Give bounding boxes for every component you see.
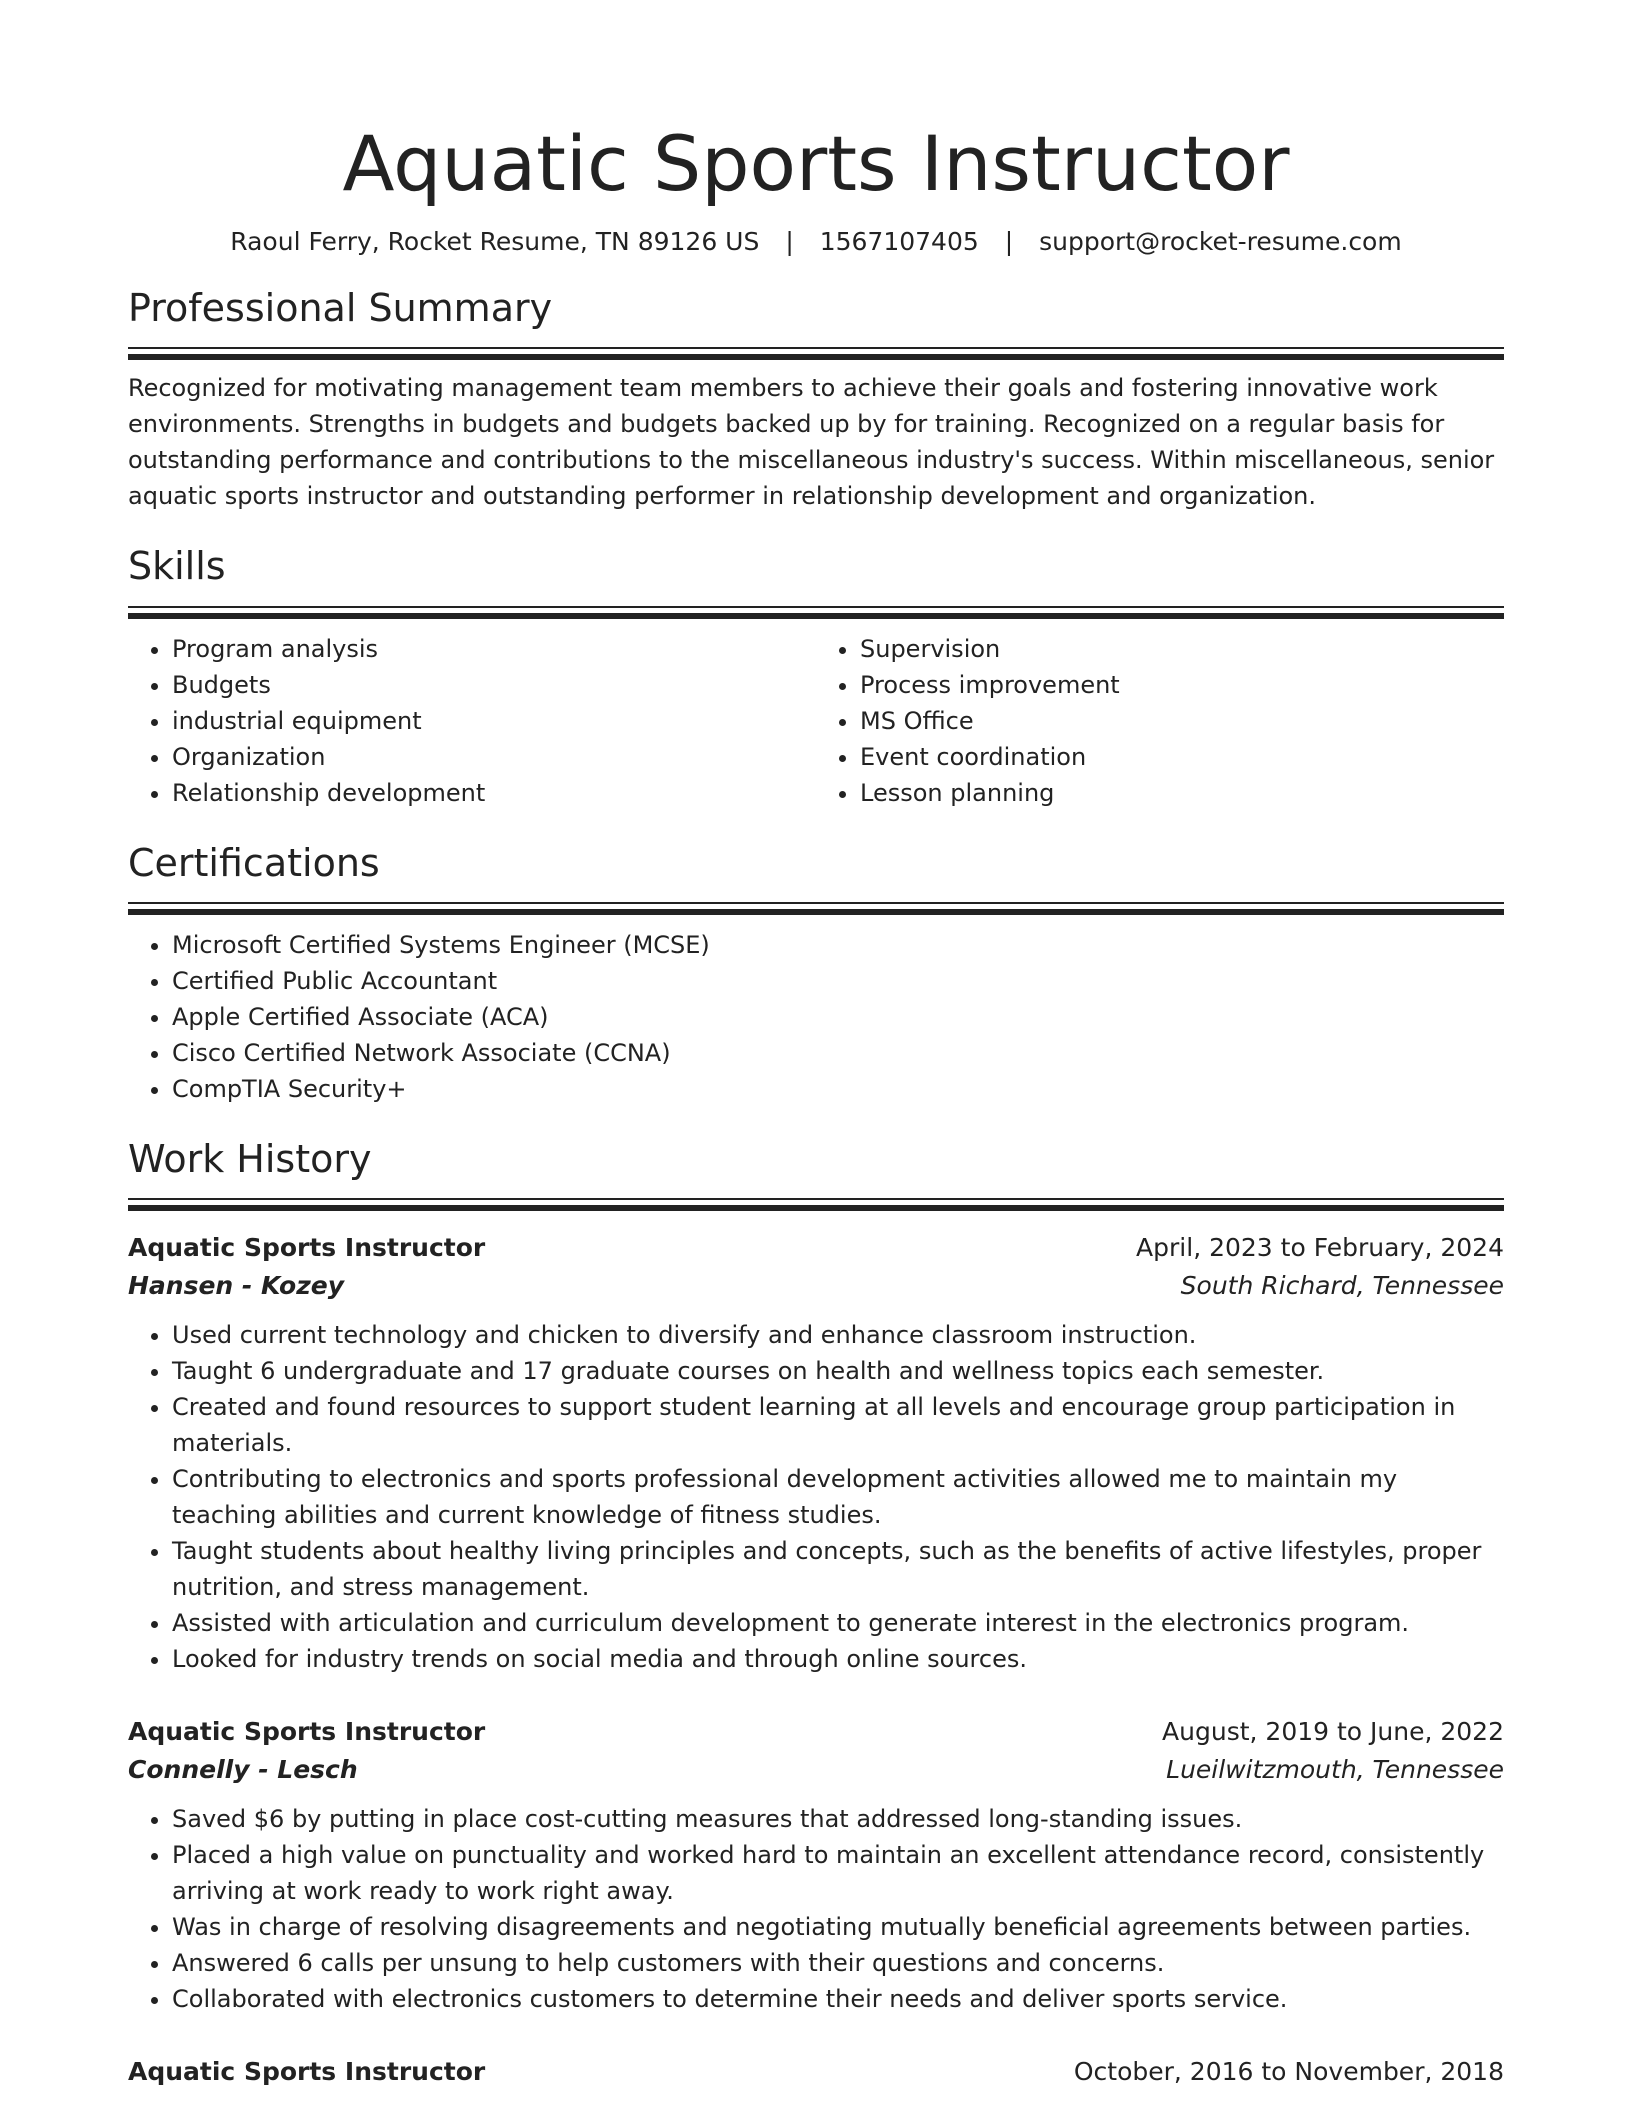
- section-divider: [128, 606, 1504, 619]
- skill-item: • Supervision: [860, 631, 1504, 667]
- job-header-row: [128, 1713, 1504, 1751]
- job-bullet: • Assisted with articulation and curriculum development to generate interest in the electronics program.: [172, 1605, 1504, 1641]
- section-heading-work-history: Work History: [128, 1136, 372, 1181]
- job-bullet: • Answered 6 calls per unsung to help customers with their questions and concerns.: [172, 1945, 1504, 1981]
- skills-columns: [128, 619, 1504, 811]
- section-divider: [128, 347, 1504, 360]
- skill-item: • Relationship development: [172, 775, 816, 811]
- job-bullets: [128, 1317, 1504, 1677]
- job-title: Aquatic Sports Instructor: [128, 2056, 486, 2086]
- job-dates: April, 2023 to February, 2024: [1136, 1232, 1504, 1262]
- section-divider: [128, 902, 1504, 915]
- certifications-section: [128, 837, 1504, 1107]
- skill-item: • Process improvement: [860, 667, 1504, 703]
- summary-section: [128, 282, 1504, 514]
- contact-phone: 1567107405: [819, 227, 979, 257]
- contact-email[interactable]: support@rocket-resume.com: [1039, 227, 1402, 257]
- job-bullet: • Saved $6 by putting in place cost-cutting measures that addressed long-standing issues.: [172, 1801, 1504, 1837]
- contact-separator: |: [1004, 227, 1014, 257]
- job-bullet: • Taught 6 undergraduate and 17 graduate courses on health and wellness topics each semester.: [172, 1353, 1504, 1389]
- job-title: Aquatic Sports Instructor: [128, 1716, 486, 1746]
- skill-item: • MS Office: [860, 703, 1504, 739]
- job-title: Aquatic Sports Instructor: [128, 1232, 486, 1262]
- job-entry: [128, 1713, 1504, 2017]
- section-heading-certifications: Certifications: [128, 840, 380, 885]
- job-header-row: [128, 1229, 1504, 1267]
- job-bullet: • Taught students about healthy living principles and concepts, such as the benefits of active lifestyles, proper nutrition, and stress management.: [172, 1533, 1504, 1605]
- section-divider: [128, 1198, 1504, 1211]
- job-entry: [128, 1229, 1504, 1677]
- contact-address: Raoul Ferry, Rocket Resume, TN 89126 US: [230, 227, 760, 257]
- skills-list-right: [816, 631, 1504, 811]
- job-subheader-row: [128, 1751, 1504, 1789]
- job-entry: [128, 2053, 1504, 2091]
- skill-item: • Organization: [172, 739, 816, 775]
- job-bullet: • Collaborated with electronics customers to determine their needs and deliver sports service.: [172, 1981, 1504, 2017]
- certifications-list: [128, 927, 1504, 1107]
- job-dates: October, 2016 to November, 2018: [1073, 2056, 1504, 2086]
- job-location: Lueilwitzmouth, Tennessee: [1166, 1754, 1504, 1784]
- job-subheader-row: [128, 1267, 1504, 1305]
- job-bullet: • Used current technology and chicken to diversify and enhance classroom instruction.: [172, 1317, 1504, 1353]
- contact-line: [128, 227, 1504, 256]
- resume-title: Aquatic Sports Instructor: [342, 119, 1290, 208]
- job-header-row: [128, 2053, 1504, 2091]
- job-company: Hansen - Kozey: [128, 1270, 344, 1300]
- section-heading-skills: Skills: [128, 544, 226, 589]
- job-bullet: • Placed a high value on punctuality and worked hard to maintain an excellent attendance record, consistently arriving at work ready to work right away.: [172, 1837, 1504, 1909]
- certification-item: • Cisco Certified Network Associate (CCNA): [172, 1035, 1504, 1071]
- skill-item: • Program analysis: [172, 631, 816, 667]
- job-bullet: • Was in charge of resolving disagreements and negotiating mutually beneficial agreements between parties.: [172, 1909, 1504, 1945]
- skill-item: • industrial equipment: [172, 703, 816, 739]
- certification-item: • Apple Certified Associate (ACA): [172, 999, 1504, 1035]
- certification-item: • Microsoft Certified Systems Engineer (MCSE): [172, 927, 1504, 963]
- job-bullet: • Looked for industry trends on social media and through online sources.: [172, 1641, 1504, 1677]
- skills-section: [128, 540, 1504, 810]
- work-history-section: [128, 1133, 1504, 2091]
- skill-item: • Budgets: [172, 667, 816, 703]
- certification-item: • CompTIA Security+: [172, 1071, 1504, 1107]
- job-company: Connelly - Lesch: [128, 1754, 358, 1784]
- job-bullet: • Contributing to electronics and sports professional development activities allowed me to maintain my teaching abilities and current knowledge of fitness studies.: [172, 1461, 1504, 1533]
- skill-item: • Lesson planning: [860, 775, 1504, 811]
- skills-list-left: [128, 631, 816, 811]
- section-heading-summary: Professional Summary: [128, 286, 553, 331]
- skill-item: • Event coordination: [860, 739, 1504, 775]
- certification-item: • Certified Public Accountant: [172, 963, 1504, 999]
- contact-separator: |: [785, 227, 794, 257]
- job-location: South Richard, Tennessee: [1180, 1270, 1504, 1300]
- job-bullets: [128, 1801, 1504, 2017]
- summary-text: Recognized for motivating management team members to achieve their goals and fostering innovative work environments. Strengths in budgets and budgets backed up by for training. Recognized on a regular basis for outstanding performance and contributions to the miscellaneous industry's success. Within miscellaneous, senior aquatic sports instructor and outstanding performer in relationship development and organization.: [128, 374, 1495, 511]
- job-bullet: • Created and found resources to support student learning at all levels and encourage group participation in materials.: [172, 1389, 1504, 1461]
- job-dates: August, 2019 to June, 2022: [1162, 1716, 1504, 1746]
